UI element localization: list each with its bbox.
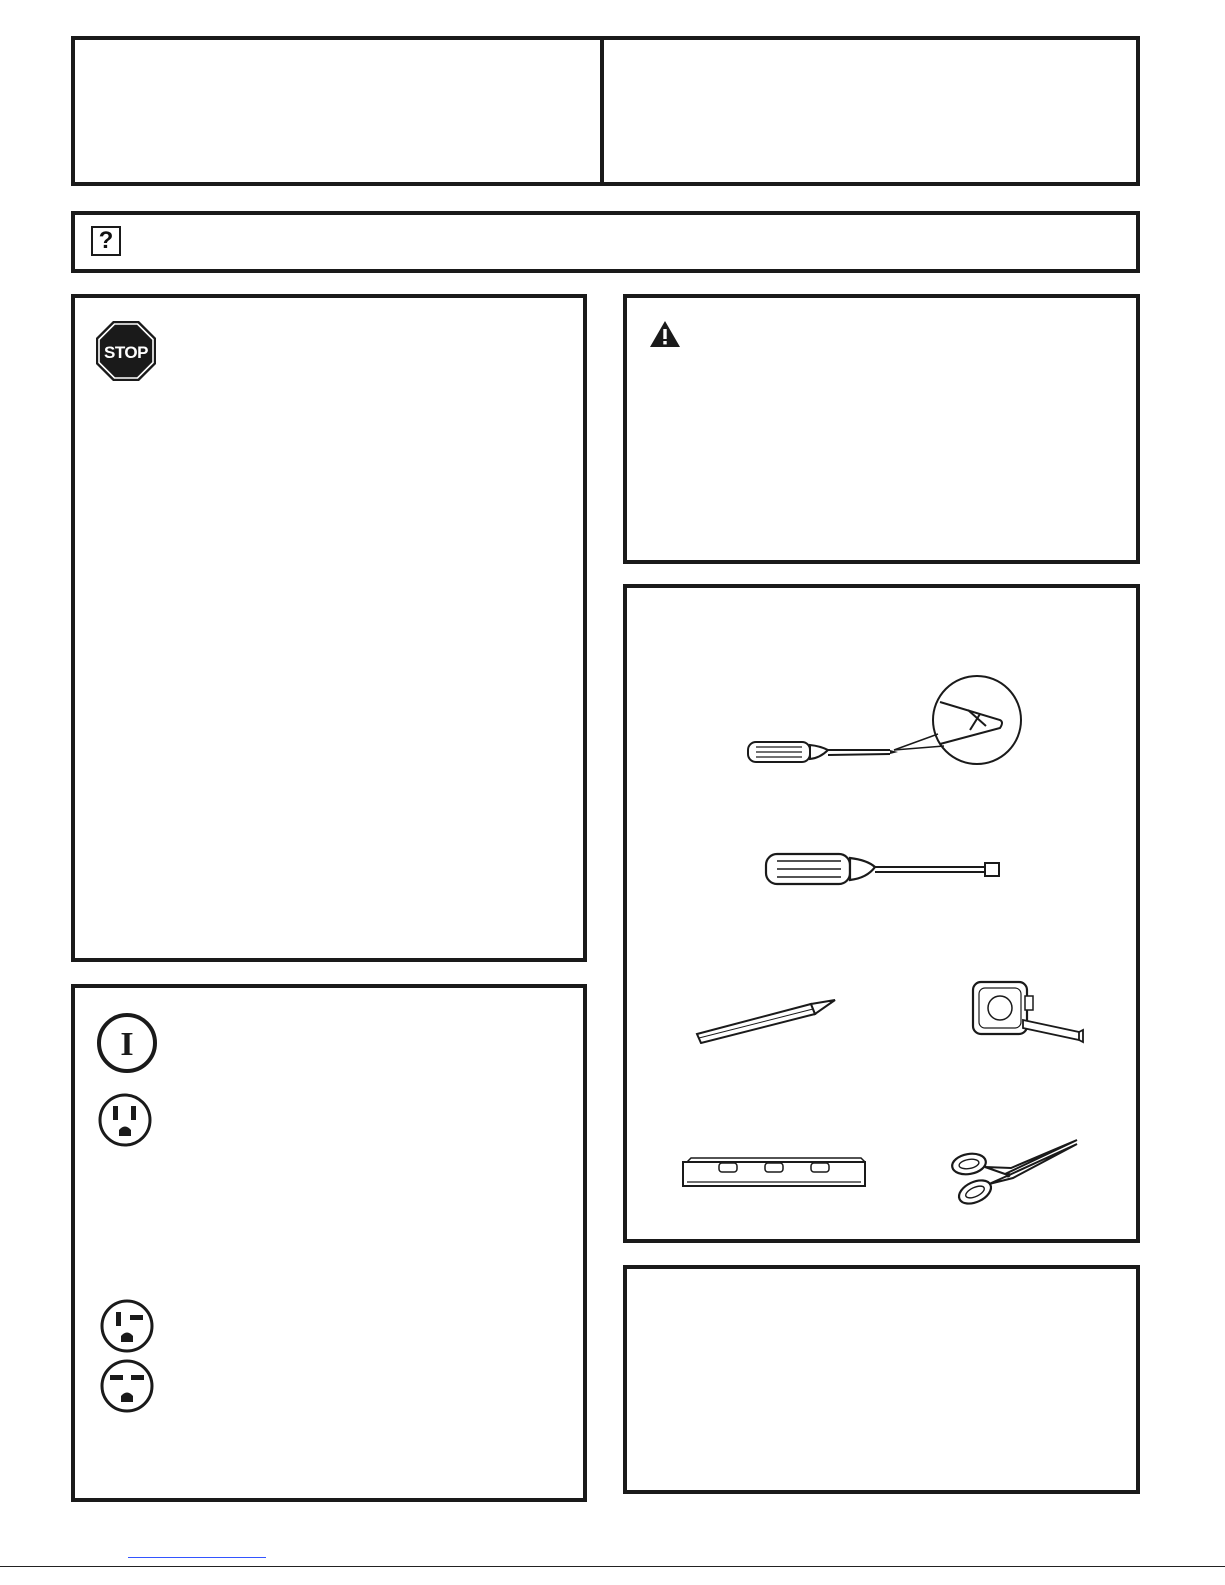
warning-triangle-icon: [649, 320, 681, 348]
outlet-15-20a-icon: [99, 1298, 155, 1354]
stop-box: [71, 294, 587, 962]
questions-bar: [71, 211, 1140, 273]
tools-box: [623, 584, 1140, 1243]
warning-box: [623, 294, 1140, 564]
footer-link-underline[interactable]: [128, 1557, 266, 1558]
important-icon-glyph: I: [120, 1026, 134, 1063]
pencil-icon: [693, 994, 843, 1044]
level-icon: [677, 1154, 877, 1194]
header-divider: [600, 36, 604, 186]
footer-rule: [0, 1566, 1225, 1567]
grounded-outlet-icon: [97, 1092, 153, 1148]
important-icon: [96, 1012, 158, 1074]
electrical-box: [71, 984, 587, 1502]
phillips-screwdriver-icon: [742, 670, 1042, 780]
bottom-right-box: [623, 1265, 1140, 1494]
question-mark-icon: ?: [91, 226, 121, 256]
outlet-20a-icon: [99, 1358, 155, 1414]
stop-sign-text: STOP: [104, 343, 148, 362]
stop-sign-icon: [95, 320, 157, 382]
tape-measure-icon: [967, 978, 1097, 1058]
header-box: [71, 36, 1140, 186]
scissors-icon: [945, 1134, 1095, 1214]
flat-screwdriver-icon: [763, 850, 1013, 890]
